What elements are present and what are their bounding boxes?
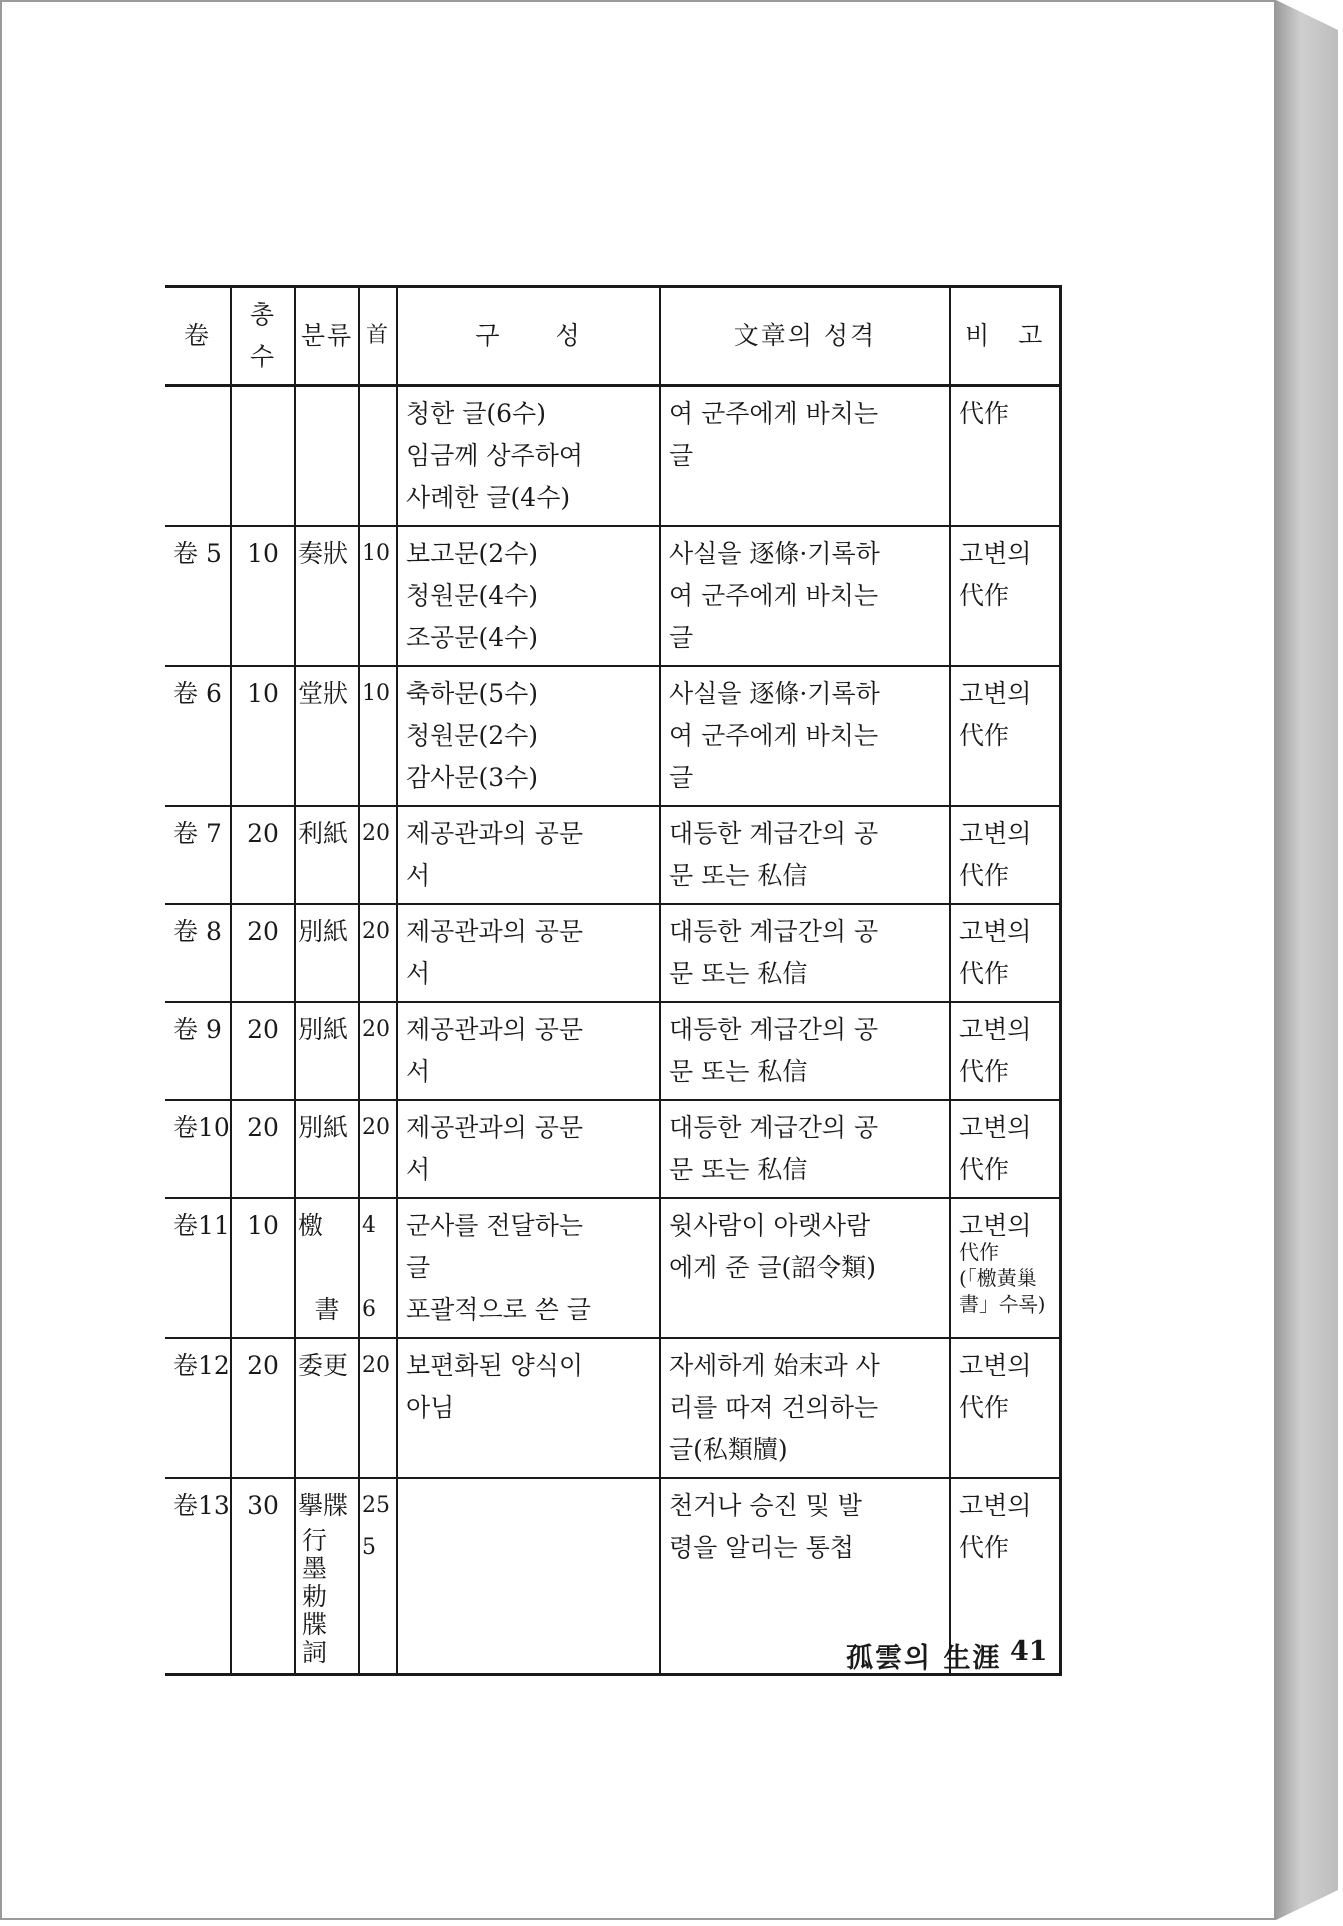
note-line: 代作 (959, 959, 1010, 988)
cell-composition (397, 806, 660, 904)
cell-type (295, 1198, 359, 1338)
note-line: 代作 (959, 1533, 1010, 1562)
cell-first (359, 1478, 397, 1675)
character-line: 윗사람이 아랫사람 (669, 1211, 871, 1240)
note-line: 고변의 (959, 539, 1032, 568)
first-line: 20 (362, 919, 390, 944)
composition-line: 조공문(4수) (406, 623, 539, 652)
cell-character (660, 1002, 950, 1100)
note-line: 고변의 (959, 917, 1032, 946)
type-line: 別紙 (298, 917, 349, 946)
cell-count: 20 (231, 1338, 295, 1478)
cell-note (950, 1338, 1060, 1478)
note-line: (「檄黃巢 (959, 1266, 1037, 1290)
character-line: 글 (669, 441, 694, 470)
cell-vol: 卷 8 (165, 904, 231, 1002)
composition-line: 서 (406, 1057, 431, 1086)
cell-count: 10 (231, 526, 295, 666)
character-line: 자세하게 始末과 사 (669, 1351, 880, 1380)
composition-line: 글 (406, 1253, 431, 1282)
cell-count: 20 (231, 806, 295, 904)
composition-line: 보편화된 양식이 (406, 1351, 583, 1380)
cell-count: 10 (231, 1198, 295, 1338)
cell-first (359, 806, 397, 904)
cell-character (660, 666, 950, 806)
header-character: 文章의 성격 (660, 287, 950, 386)
table-row (165, 904, 1060, 1002)
catalog-table (165, 285, 1062, 1676)
composition-line: 보고문(2수) (406, 539, 539, 568)
cell-vol: 卷12 (165, 1338, 231, 1478)
cell-count: 10 (231, 666, 295, 806)
composition-line: 청한 글(6수) (406, 399, 546, 428)
first-line-spacer (362, 1247, 394, 1289)
composition-line: 서 (406, 1155, 431, 1184)
header-first: 首 (359, 287, 397, 386)
cell-vol: 卷 9 (165, 1002, 231, 1100)
cell-note (950, 526, 1060, 666)
note-line: 고변의 (959, 1015, 1032, 1044)
character-line: 리를 따져 건의하는 (669, 1393, 879, 1422)
table-row (165, 1002, 1060, 1100)
cell-composition (397, 904, 660, 1002)
first-line: 10 (362, 681, 390, 706)
type-line: 別紙 (298, 1113, 349, 1142)
cell-vol: 卷 6 (165, 666, 231, 806)
note-line: 代作 (959, 721, 1010, 750)
cell-type (295, 1478, 359, 1675)
cell-composition (397, 666, 660, 806)
cell-vol: 卷13 (165, 1478, 231, 1675)
character-line: 에게 준 글(詔令類) (669, 1253, 877, 1282)
cell-count: 20 (231, 904, 295, 1002)
composition-line: 서 (406, 861, 431, 890)
first-line: 20 (362, 1017, 390, 1042)
note-line: 代作 (959, 1155, 1010, 1184)
cell-first (359, 1100, 397, 1198)
cell-count: 20 (231, 1100, 295, 1198)
character-line: 대등한 계급간의 공 (669, 819, 879, 848)
cell-composition (397, 1478, 660, 1675)
cell-note (950, 666, 1060, 806)
table-row (165, 526, 1060, 666)
note-line: 고변의 (959, 1491, 1032, 1520)
cell-type (295, 386, 359, 527)
header-note: 비 고 (950, 287, 1060, 386)
table-row (165, 1198, 1060, 1338)
type-line: 利紙 (298, 819, 349, 848)
header-composition: 구 성 (397, 287, 660, 386)
cell-count: 30 (231, 1478, 295, 1675)
character-line: 대등한 계급간의 공 (669, 1113, 879, 1142)
character-line: 글 (669, 623, 694, 652)
cell-type (295, 806, 359, 904)
cell-vol (165, 386, 231, 527)
composition-line: 제공관과의 공문 (406, 1113, 583, 1142)
first-line: 25 (362, 1493, 390, 1518)
first-line: 6 (362, 1297, 376, 1322)
note-line: 고변의 (959, 1211, 1032, 1240)
cell-vol: 卷 5 (165, 526, 231, 666)
cell-type (295, 526, 359, 666)
character-line: 글(私類牘) (669, 1435, 788, 1464)
composition-line: 축하문(5수) (406, 679, 539, 708)
composition-line: 감사문(3수) (406, 763, 539, 792)
character-line: 문 또는 私信 (669, 959, 808, 988)
composition-line: 아님 (406, 1393, 455, 1422)
type-line: 檄 (298, 1211, 324, 1240)
character-line: 여 군주에게 바치는 (669, 581, 879, 610)
cell-vol: 卷11 (165, 1198, 231, 1338)
character-line: 문 또는 私信 (669, 1057, 808, 1086)
composition-line: 사례한 글(4수) (406, 483, 571, 512)
cell-first (359, 1002, 397, 1100)
composition-line: 제공관과의 공문 (406, 917, 583, 946)
composition-line: 군사를 전달하는 (406, 1211, 583, 1240)
cell-composition (397, 1338, 660, 1478)
composition-line: 청원문(4수) (406, 581, 539, 610)
cell-first (359, 386, 397, 527)
note-line: 고변의 (959, 1113, 1032, 1142)
type-line: 委更 (298, 1351, 349, 1380)
cell-first (359, 526, 397, 666)
cell-first (359, 1338, 397, 1478)
cell-vol: 卷 7 (165, 806, 231, 904)
cell-note (950, 386, 1060, 527)
header-row (165, 287, 1060, 386)
cell-count (231, 386, 295, 527)
note-line: 고변의 (959, 819, 1032, 848)
cell-character (660, 1198, 950, 1338)
cell-note (950, 904, 1060, 1002)
character-line: 령을 알리는 통첩 (669, 1533, 854, 1562)
cell-character (660, 1100, 950, 1198)
note-line: 고변의 (959, 1351, 1032, 1380)
cell-first (359, 666, 397, 806)
type-line: 行墨勅牒詞 (302, 1526, 328, 1667)
table-row (165, 666, 1060, 806)
cell-composition (397, 1002, 660, 1100)
first-line: 20 (362, 1353, 390, 1378)
running-title: 孤雲의 生涯 (846, 1643, 1002, 1674)
type-line: 擧牒 (298, 1491, 349, 1520)
first-line: 20 (362, 821, 390, 846)
cell-type (295, 904, 359, 1002)
page-number: 41 (1010, 1636, 1048, 1667)
cell-type (295, 1338, 359, 1478)
first-line: 5 (362, 1535, 376, 1560)
first-line: 20 (362, 1115, 390, 1140)
character-line: 사실을 逐條·기록하 (669, 679, 880, 708)
cell-count: 20 (231, 1002, 295, 1100)
table-row (165, 806, 1060, 904)
header-count: 총수 (231, 287, 295, 386)
note-line: 書」수록) (959, 1292, 1046, 1316)
character-line: 대등한 계급간의 공 (669, 917, 879, 946)
character-line: 여 군주에게 바치는 (669, 399, 879, 428)
type-line-spacer (298, 1247, 356, 1289)
cell-first (359, 904, 397, 1002)
character-line: 사실을 逐條·기록하 (669, 539, 880, 568)
cell-type (295, 1002, 359, 1100)
cell-type (295, 1100, 359, 1198)
table-row (165, 1338, 1060, 1478)
table-row (165, 1100, 1060, 1198)
cell-composition (397, 526, 660, 666)
character-line: 여 군주에게 바치는 (669, 721, 879, 750)
first-line: 10 (362, 541, 390, 566)
type-line: 奏狀 (298, 539, 349, 568)
cell-type (295, 666, 359, 806)
note-line: 代作 (959, 1393, 1010, 1422)
cell-note (950, 806, 1060, 904)
type-line: 書 (314, 1295, 340, 1324)
composition-line: 청원문(2수) (406, 721, 539, 750)
character-line: 문 또는 私信 (669, 861, 808, 890)
composition-line: 서 (406, 959, 431, 988)
cell-composition (397, 1100, 660, 1198)
page-edge (1276, 0, 1338, 1920)
note-line: 代作 (959, 1240, 999, 1264)
note-line: 代作 (959, 861, 1010, 890)
note-line: 代作 (959, 1057, 1010, 1086)
cell-note (950, 1002, 1060, 1100)
type-line: 堂狀 (298, 679, 349, 708)
header-type: 분류 (295, 287, 359, 386)
character-line: 천거나 승진 및 발 (669, 1491, 862, 1520)
cell-first (359, 1198, 397, 1338)
cell-character (660, 526, 950, 666)
composition-line: 포괄적으로 쓴 글 (406, 1295, 591, 1324)
cell-composition (397, 386, 660, 527)
character-line: 대등한 계급간의 공 (669, 1015, 879, 1044)
cell-composition (397, 1198, 660, 1338)
cell-character (660, 1338, 950, 1478)
composition-line: 제공관과의 공문 (406, 1015, 583, 1044)
cell-character (660, 904, 950, 1002)
cell-note (950, 1198, 1060, 1338)
table-row (165, 386, 1060, 527)
composition-line: 임금께 상주하여 (406, 441, 583, 470)
note-line: 代作 (959, 399, 1010, 428)
note-line: 고변의 (959, 679, 1032, 708)
first-line: 4 (362, 1213, 376, 1238)
character-line: 문 또는 私信 (669, 1155, 808, 1184)
composition-line: 제공관과의 공문 (406, 819, 583, 848)
character-line: 글 (669, 763, 694, 792)
cell-character (660, 806, 950, 904)
cell-vol: 卷10 (165, 1100, 231, 1198)
header-vol: 卷 (165, 287, 231, 386)
type-line: 別紙 (298, 1015, 349, 1044)
note-line: 代作 (959, 581, 1010, 610)
cell-note (950, 1100, 1060, 1198)
cell-character (660, 386, 950, 527)
